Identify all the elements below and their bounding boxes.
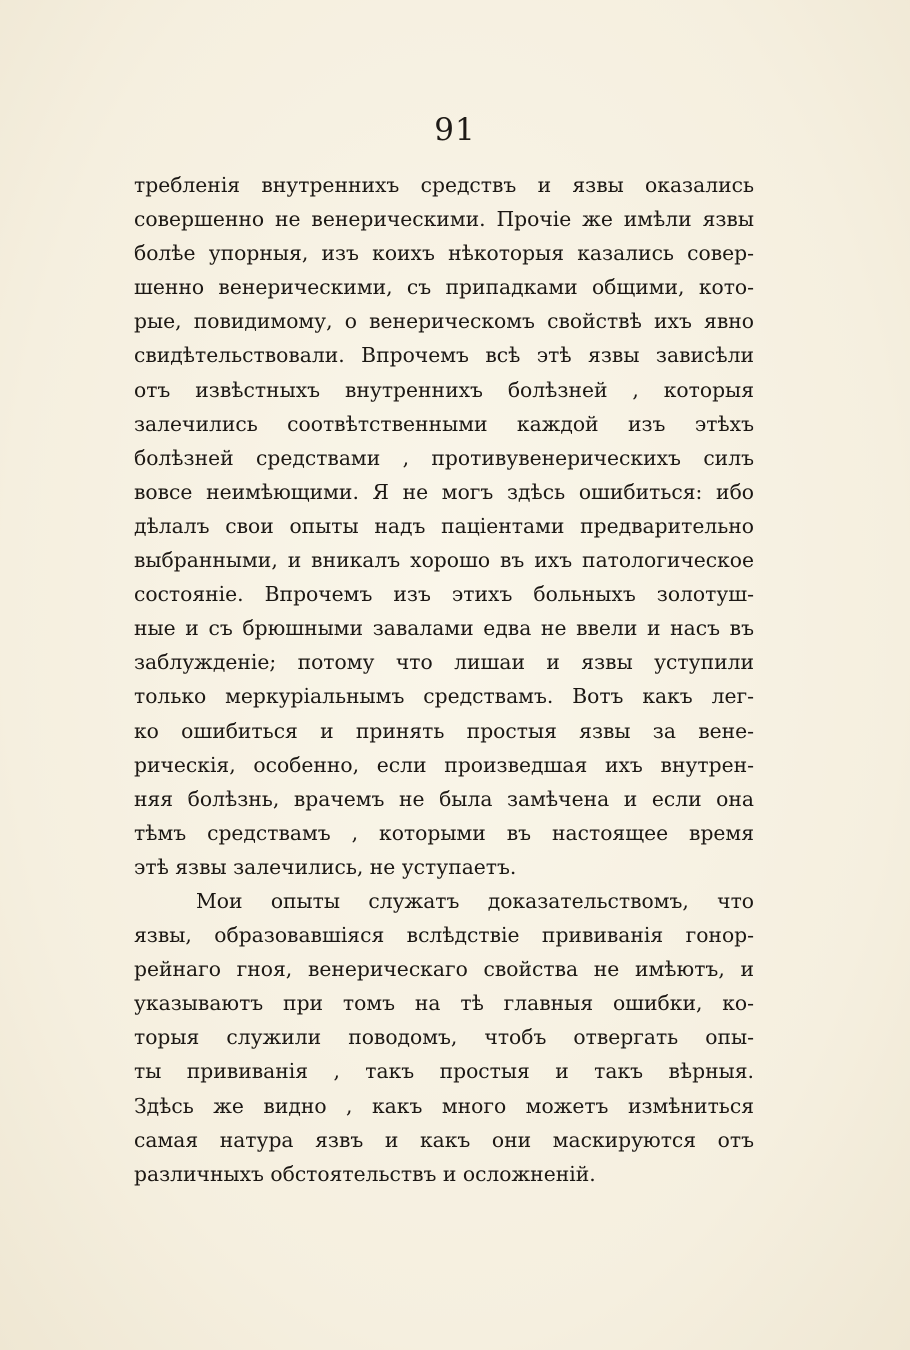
- text-line: совершенно не венерическими. Прочіе же имѣли язвы: [134, 207, 754, 232]
- text-line: тѣмъ средствамъ , которыми въ настоящее время: [134, 820, 754, 845]
- text-line: рые, повидимому, о венерическомъ свойствѣ ихъ явно: [134, 309, 754, 334]
- text-line: дѣлалъ свои опыты надъ паціентами предварительно: [134, 513, 754, 538]
- text-line: самая натура язвъ и какъ они маскируются отъ: [134, 1127, 754, 1152]
- text-line: только меркуріальнымъ средствамъ. Вотъ какъ лег-: [134, 684, 754, 709]
- text-line: залечились соотвѣтственными каждой изъ этѣхъ: [134, 411, 754, 436]
- text-line: свидѣтельствовали. Впрочемъ всѣ этѣ язвы зависѣли: [134, 343, 754, 368]
- text-line: ные и съ брюшными завалами едва не ввели и насъ въ: [134, 616, 754, 641]
- text-line: указываютъ при томъ на тѣ главныя ошибки, ко-: [134, 991, 754, 1016]
- text-line: рическія, особенно, если произведшая ихъ внутрен-: [134, 752, 754, 777]
- text-line: состояніе. Впрочемъ изъ этихъ больныхъ золотуш-: [134, 582, 754, 607]
- text-line: няя болѣзнь, врачемъ не была замѣчена и если она: [134, 786, 754, 811]
- text-line: рейнаго гноя, венерическаго свойства не имѣютъ, и: [134, 957, 754, 982]
- text-line: Здѣсь же видно , какъ много можетъ измѣниться: [134, 1093, 754, 1118]
- text-line: болѣе упорныя, изъ коихъ нѣкоторыя казались совер-: [134, 241, 754, 266]
- text-line: различныхъ обстоятельствъ и осложненій.: [134, 1161, 596, 1186]
- text-line: ко ошибиться и принять простыя язвы за вене-: [134, 718, 754, 743]
- text-line: Мои опыты служатъ доказательствомъ, что: [196, 888, 754, 913]
- text-line: ты прививанія , такъ простыя и такъ вѣрныя.: [134, 1059, 754, 1084]
- text-line: этѣ язвы залечились, не уступаетъ.: [134, 854, 517, 879]
- text-line: требленія внутреннихъ средствъ и язвы оказались: [134, 173, 754, 197]
- text-line: болѣзней средствами , противувенерическихъ силъ: [134, 445, 754, 470]
- text-line: выбранными, и вникалъ хорошо въ ихъ патологическое: [134, 548, 754, 573]
- text-line: шенно венерическими, съ припадками общими, кото-: [134, 275, 754, 300]
- text-line: язвы, образовавшіяся вслѣдствіе прививанія гонор-: [134, 923, 754, 948]
- text-line: заблужденіе; потому что лишаи и язвы уступили: [134, 650, 754, 675]
- text-line: вовсе неимѣющими. Я не могъ здѣсь ошибиться: ибо: [134, 479, 754, 504]
- page-number: 91: [434, 112, 476, 148]
- text-line: отъ извѣстныхъ внутреннихъ болѣзней , которыя: [134, 377, 754, 402]
- body-text: [134, 168, 754, 1191]
- text-line: торыя служили поводомъ, чтобъ отвергать опы-: [134, 1025, 754, 1050]
